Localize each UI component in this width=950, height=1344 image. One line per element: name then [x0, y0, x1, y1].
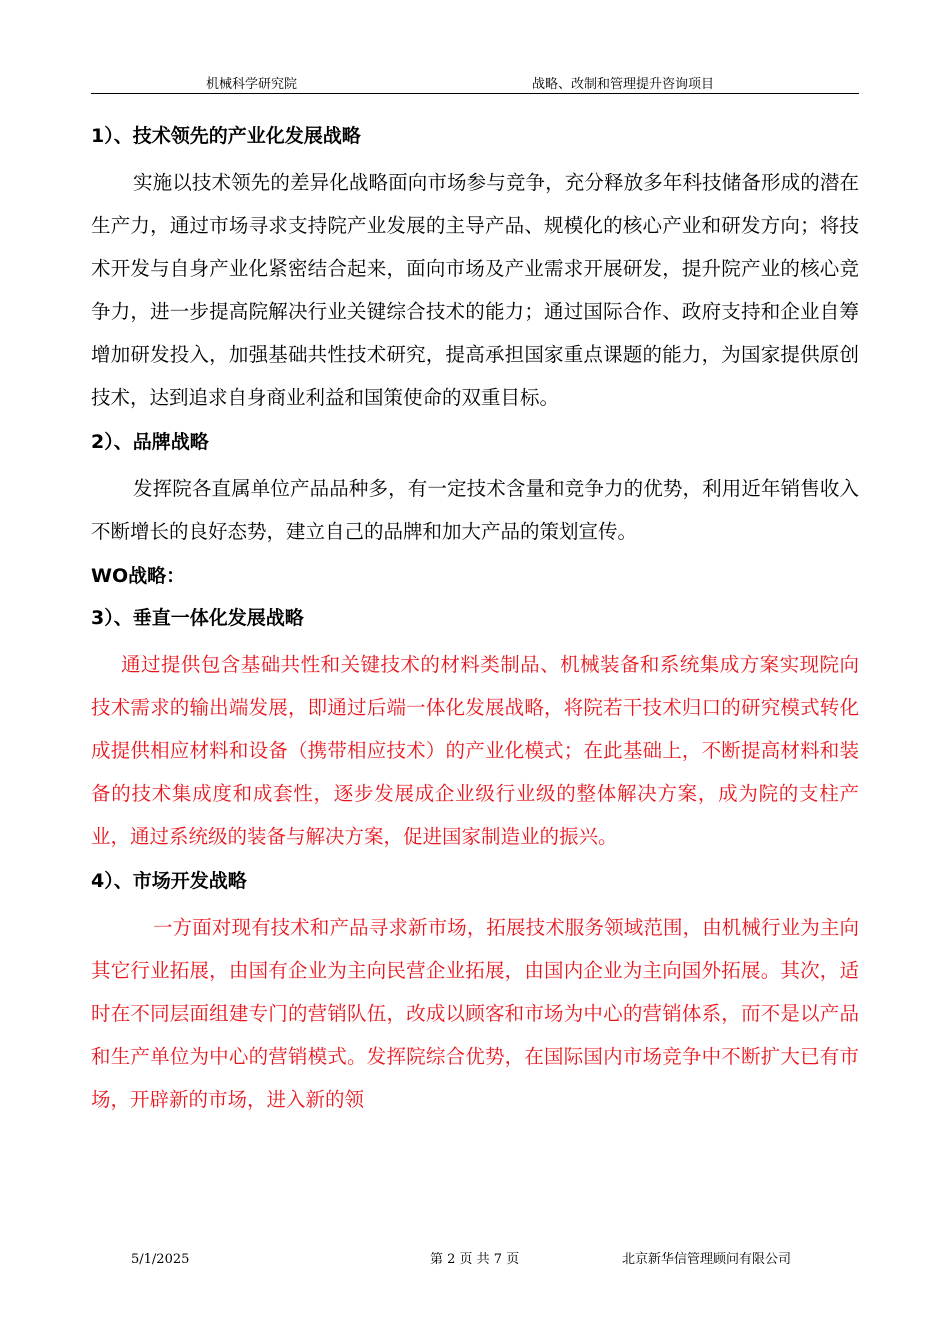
paragraph-tech-leading-strategy: 实施以技术领先的差异化战略面向市场参与竞争，充分释放多年科技储备形成的潜在生产力，通过市场寻求支持院产业发展的主导产品、规模化的核心产业和研发方向；将技术开发与自身产业化紧密结合起来，面向市场及产业需求开展研发，提升院产业的核心竞争力，进一步提高院解决行业关键综合技术的能力；通过国际合作、政府支持和企业自筹增加研发投入，加强基础共性技术研究，提高承担国家重点课题的能力，为国家提供原创技术，达到追求自身商业利益和国策使命的双重目标。 — [91, 171, 859, 409]
footer-page-number: 第 2 页 共 7 页 — [430, 1252, 520, 1267]
page-footer — [0, 1251, 950, 1269]
heading-tech-leading-strategy: 1）、技术领先的产业化发展战略 — [91, 125, 361, 147]
header-institute: 机械科学研究院 — [206, 77, 298, 92]
paragraph-market-development-strategy: 一方面对现有技术和产品寻求新市场，拓展技术服务领域范围，由机械行业为主向其它行业拓展，由国有企业为主向民营企业拓展，由国内企业为主向国外拓展。其次，适时在不同层面组建专门的营销队伍，改成以顾客和市场为中心的营销体系，而不是以产品和生产单位为中心的营销模式。发挥院综合优势，在国际国内市场竞争中不断扩大已有市场，开辟新的市场，进入新的领 — [91, 916, 859, 1111]
document-body — [91, 119, 859, 1121]
heading-market-development-strategy: 4）、市场开发战略 — [91, 870, 247, 892]
paragraph-brand-strategy: 发挥院各直属单位产品品种多，有一定技术含量和竞争力的优势，利用近年销售收入不断增长的良好态势，建立自己的品牌和加大产品的策划宣传。 — [91, 477, 859, 543]
header-project: 战略、改制和管理提升咨询项目 — [532, 77, 715, 92]
heading-vertical-integration-strategy: 3）、垂直一体化发展战略 — [91, 607, 304, 629]
footer-date: 5/1/2025 — [131, 1252, 190, 1267]
heading-wo-strategy: WO战略： — [91, 565, 186, 587]
footer-company: 北京新华信管理顾问有限公司 — [622, 1252, 792, 1267]
page-header — [91, 76, 859, 94]
heading-brand-strategy: 2）、品牌战略 — [91, 431, 209, 453]
paragraph-vertical-integration-strategy: 通过提供包含基础共性和关键技术的材料类制品、机械装备和系统集成方案实现院向技术需求的输出端发展，即通过后端一体化发展战略，将院若干技术归口的研究模式转化成提供相应材料和设备（携带相应技术）的产业化模式；在此基础上，不断提高材料和装备的技术集成度和成套性，逐步发展成企业级行业级的整体解决方案，成为院的支柱产业，通过系统级的装备与解决方案，促进国家制造业的振兴。 — [91, 653, 859, 848]
